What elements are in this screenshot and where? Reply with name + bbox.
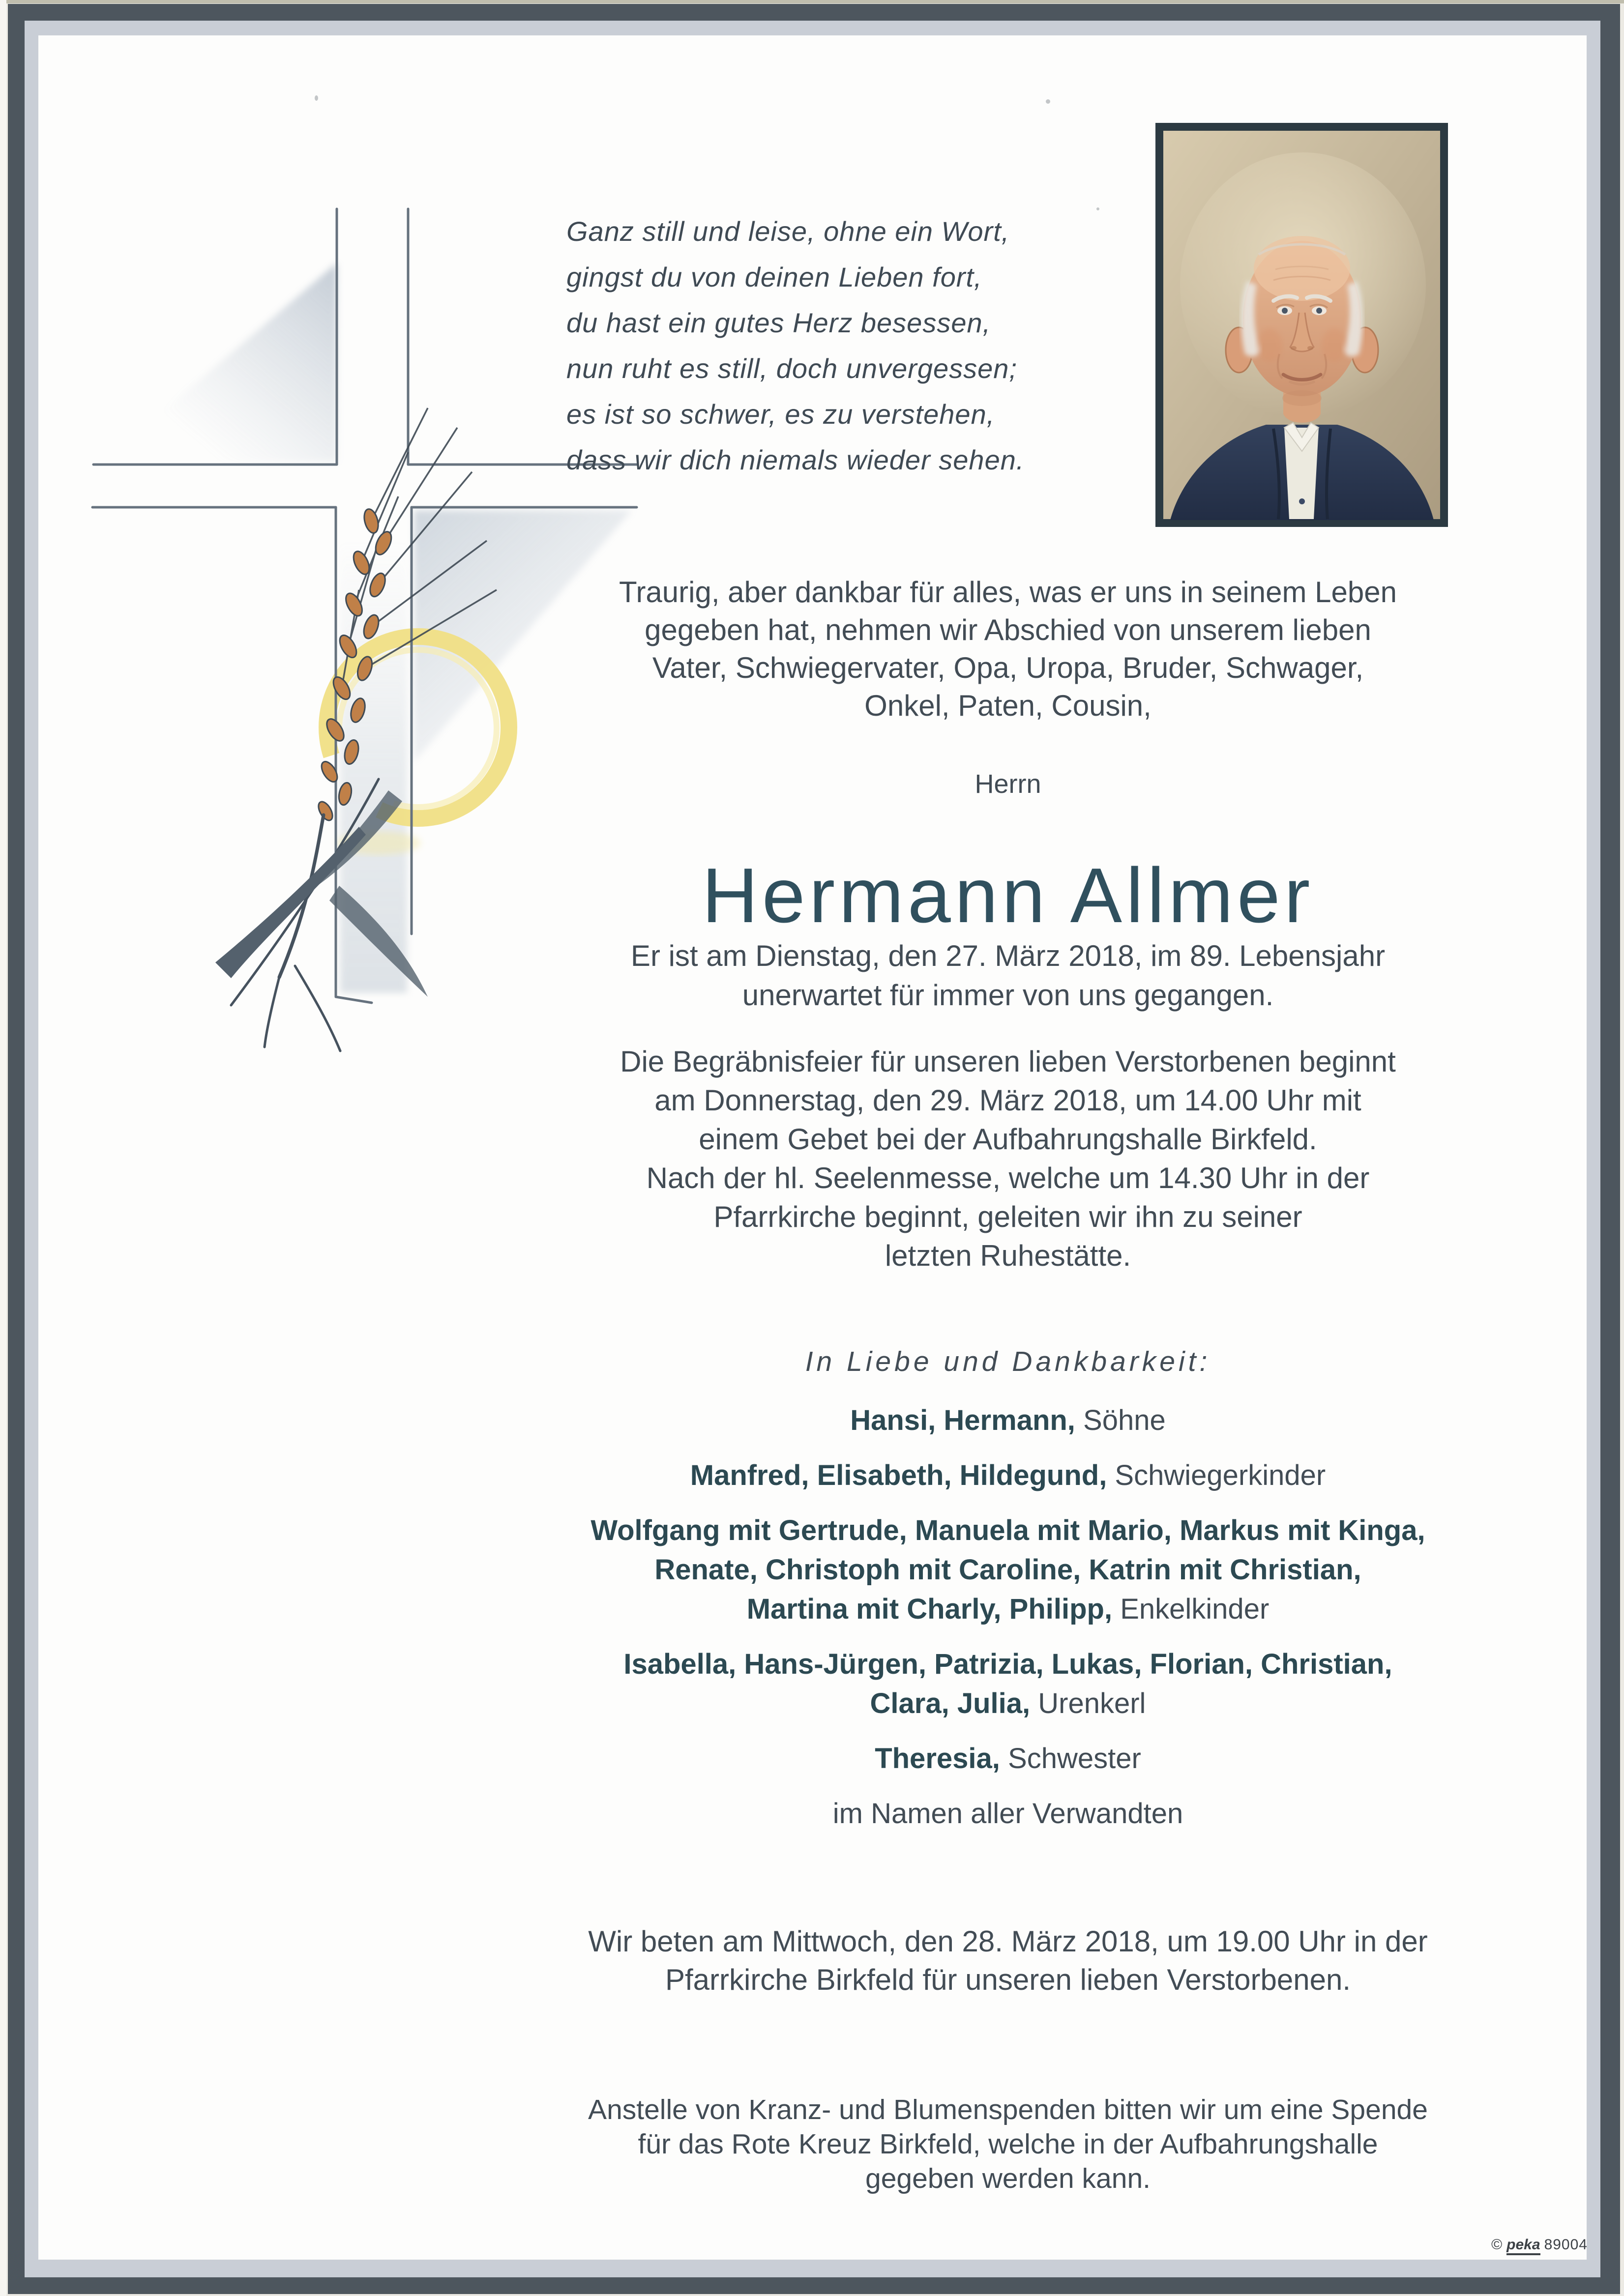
scan-speck — [1096, 207, 1099, 210]
text-line: Hansi, Hermann, Söhne — [850, 1404, 1166, 1436]
text-line: Die Begräbnisfeier für unseren lieben Verstorbenen beginnt — [620, 1045, 1396, 1078]
text-line: du hast ein gutes Herz besessen, — [566, 307, 991, 338]
donation-notice — [443, 2093, 1573, 2196]
text-line: nun ruht es still, doch unvergessen; — [566, 353, 1017, 384]
text-line: Renate, Christoph mit Caroline, Katrin mit Christian, — [654, 1554, 1361, 1586]
text-line: Manfred, Elisabeth, Hildegund, Schwiegerkinder — [690, 1459, 1326, 1491]
death-notice — [443, 936, 1573, 1015]
text-line: Wolfgang mit Gertrude, Manuela mit Mario, Markus mit Kinga, — [591, 1514, 1425, 1546]
text-line: es ist so schwer, es zu verstehen, — [566, 399, 995, 430]
text-line: Onkel, Paten, Cousin, — [864, 689, 1152, 722]
text-line: Pfarrkirche Birkfeld für unseren lieben Verstorbenen. — [665, 1963, 1351, 1996]
copyright-number: 89004 — [1544, 2237, 1588, 2253]
scan-edge-top — [0, 0, 1624, 3]
copyright-symbol: © — [1491, 2237, 1503, 2253]
peka-logo: peka — [1506, 2237, 1540, 2255]
text-line: gegeben hat, nehmen wir Abschied von unserem lieben — [645, 613, 1371, 646]
scan-edge-left — [0, 0, 6, 2296]
farewell-intro — [443, 573, 1573, 725]
deceased-name: Hermann Allmer — [702, 852, 1314, 939]
text-line: im Namen aller Verwandten — [832, 1798, 1183, 1830]
family-list — [443, 1401, 1573, 1833]
portrait-photo — [1155, 123, 1448, 527]
text-line: Martina mit Charly, Philipp, Enkelkinder — [746, 1593, 1270, 1625]
prayer-notice — [443, 1922, 1573, 1999]
salutation: Herrn — [974, 769, 1041, 799]
text-line: dass wir dich niemals wieder sehen. — [566, 444, 1025, 475]
text-line: Nach der hl. Seelenmesse, welche um 14.30 Uhr in der — [646, 1162, 1370, 1194]
text-line: einem Gebet bei der Aufbahrungshalle Birkfeld. — [699, 1123, 1317, 1156]
text-line: für das Rote Kreuz Birkfeld, welche in der Aufbahrungshalle — [638, 2128, 1378, 2160]
text-line: Isabella, Hans-Jürgen, Patrizia, Lukas, Florian, Christian, — [623, 1648, 1392, 1680]
text-line: Er ist am Dienstag, den 27. März 2018, im 89. Lebensjahr — [630, 939, 1386, 972]
text-line: gingst du von deinen Lieben fort, — [566, 262, 982, 292]
memorial-poem — [566, 208, 1107, 483]
text-line: Ganz still und leise, ohne ein Wort, — [566, 216, 1010, 247]
text-line: Clara, Julia, Urenkerl — [870, 1687, 1146, 1719]
text-line: Pfarrkirche beginnt, geleiten wir ihn zu seiner — [713, 1200, 1302, 1233]
text-line: Theresia, Schwester — [875, 1743, 1141, 1774]
text-line: Anstelle von Kranz- und Blumenspenden bitten wir um eine Spende — [588, 2094, 1428, 2125]
text-line: gegeben werden kann. — [865, 2163, 1151, 2194]
text-line: unerwartet für immer von uns gegangen. — [742, 979, 1274, 1012]
text-line: am Donnerstag, den 29. März 2018, um 14.00 Uhr mit — [654, 1084, 1361, 1117]
text-line: letzten Ruhestätte. — [885, 1239, 1131, 1272]
funeral-details — [443, 1042, 1573, 1275]
text-line: Wir beten am Mittwoch, den 28. März 2018, um 19.00 Uhr in der — [588, 1925, 1428, 1958]
text-line: Vater, Schwiegervater, Opa, Uropa, Bruder, Schwager, — [652, 651, 1364, 684]
closing-phrase: In Liebe und Dankbarkeit: — [805, 1346, 1211, 1377]
scan-speck — [1046, 99, 1050, 104]
printer-copyright — [1491, 2236, 1588, 2254]
scan-speck — [315, 95, 318, 101]
text-line: Traurig, aber dankbar für alles, was er uns in seinem Leben — [619, 576, 1397, 609]
